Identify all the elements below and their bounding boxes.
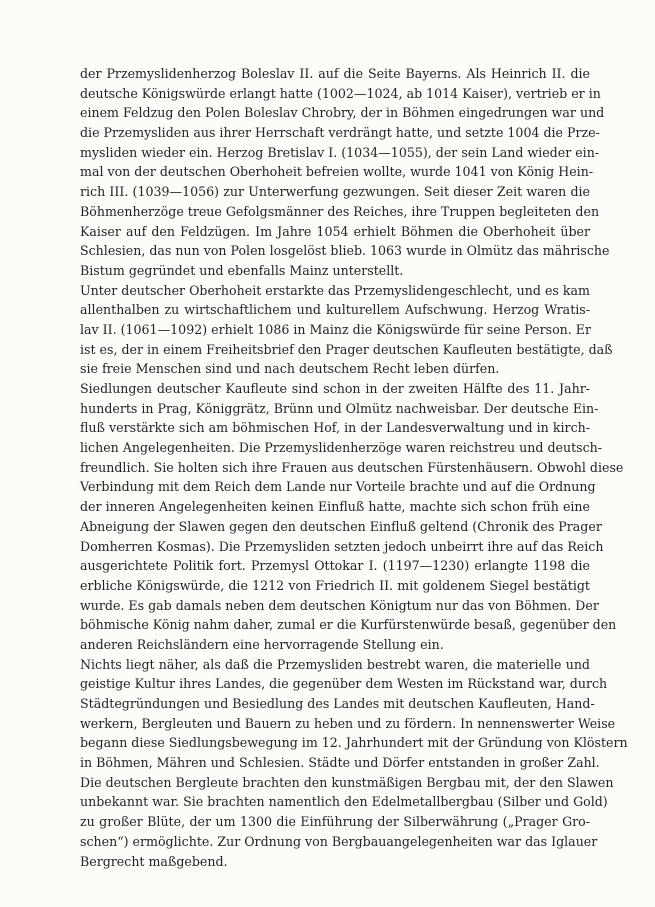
text-line: rich III. (1039—1056) zur Unterwerfung gezwungen. Seit dieser Zeit waren die	[80, 184, 590, 200]
text-line: Bergrecht maßgebend.	[80, 853, 228, 869]
text-line: unbekannt war. Sie brachten namentlich den Edelmetallbergbau (Silber und Gold)	[80, 794, 608, 810]
text-line: in Böhmen, Mähren und Schlesien. Städte und Dörfer entstanden in großer Zahl.	[80, 755, 600, 771]
text-line: Domherren Kosmas). Die Przemysliden setzten jedoch unbeirrt ihre auf das Reich	[80, 538, 604, 554]
text-line: der inneren Angelegenheiten keinen Einfluß hatte, machte sich schon früh eine	[80, 499, 590, 515]
text-line: anderen Reichsländern eine hervorragende Stellung ein.	[80, 636, 444, 652]
text-line: Unter deutscher Oberhoheit erstarkte das Przemyslidengeschlecht, und es kam	[80, 282, 590, 298]
text-line: werkern, Bergleuten und Bauern zu heben und zu fördern. In nennenswerter Weise	[80, 715, 616, 731]
text-line: ausgerichtete Politik fort. Przemysl Ottokar I. (1197—1230) erlangte 1198 die	[80, 558, 590, 574]
text-line: die Przemysliden aus ihrer Herrschaft verdrängt hatte, und setzte 1004 die Prze-	[80, 125, 600, 141]
text-line: fluß verstärkte sich am böhmischen Hof, in der Landesverwaltung und in kirch-	[80, 420, 590, 436]
text-line: zu großer Blüte, der um 1300 die Einführung der Silberwährung („Prager Gro-	[80, 814, 590, 830]
text-line: Abneigung der Slawen gegen den deutschen Einfluß geltend (Chronik des Prager	[80, 518, 602, 534]
text-line: mal von der deutschen Oberhoheit befreien wollte, wurde 1041 von König Hein-	[80, 164, 594, 180]
text-line: lav II. (1061—1092) erhielt 1086 in Mainz die Königswürde für seine Person. Er	[80, 321, 592, 337]
text-line: Siedlungen deutscher Kaufleute sind schon in der zweiten Hälfte des 11. Jahr-	[80, 381, 590, 396]
text-line: Verbindung mit dem Reich dem Lande nur Vorteile brachte und auf die Ordnung	[80, 479, 596, 495]
text-line: Städtegründungen und Besiedlung des Landes mit deutschen Kaufleuten, Hand-	[80, 696, 595, 711]
text-line: einem Feldzug den Polen Boleslav Chrobry, der in Böhmen eingedrungen war und	[80, 105, 605, 121]
text-line: ist es, der in einem Freiheitsbrief den Prager deutschen Kaufleuten bestätigte, daß	[80, 341, 613, 357]
text-line: schen“) ermöglichte. Zur Ordnung von Bergbauangelegenheiten war das Iglauer	[80, 833, 598, 849]
text-line: mysliden wieder ein. Herzog Bretislav I. (1034—1055), der sein Land wieder ein-	[80, 144, 600, 160]
paragraph-1	[80, 64, 610, 281]
paragraph-4	[80, 655, 628, 872]
text-line: lichen Angelegenheiten. Die Przemyslidenherzöge waren reichstreu und deutsch-	[80, 440, 603, 456]
text-line: begann diese Siedlungsbewegung im 12. Jahrhundert mit der Gründung von Klöstern	[80, 735, 628, 751]
text-line: allenthalben zu wirtschaftlichem und kulturellem Aufschwung. Herzog Wratis-	[80, 302, 590, 318]
text-line: böhmische König nahm daher, zumal er die Kurfürstenwürde besaß, gegenüber den	[80, 617, 617, 633]
text-line: erbliche Königswürde, die 1212 von Friedrich II. mit goldenem Siegel bestätigt	[80, 577, 590, 593]
text-line: Schlesien, das nun von Polen losgelöst blieb. 1063 wurde in Olmütz das mährische	[80, 243, 610, 259]
text-line: der Przemyslidenherzog Boleslav II. auf die Seite Bayerns. Als Heinrich II. die	[80, 66, 590, 81]
page-body	[80, 64, 628, 871]
text-line: Die deutschen Bergleute brachten den kunstmäßigen Bergbau mit, der den Slawen	[80, 774, 614, 790]
text-line: Kaiser auf den Feldzügen. Im Jahre 1054 erhielt Böhmen die Oberhoheit über	[80, 223, 590, 239]
text-line: Böhmenherzöge treue Gefolgsmänner des Reiches, ihre Truppen begleiteten den	[80, 203, 600, 219]
text-line: freundlich. Sie holten sich ihre Frauen aus deutschen Fürstenhäusern. Obwohl diese	[80, 459, 624, 475]
text-line: Bistum gegründet und ebenfalls Mainz unterstellt.	[80, 262, 404, 278]
text-line: hunderts in Prag, Königgrätz, Brünn und Olmütz nachweisbar. Der deutsche Ein-	[80, 400, 599, 416]
text-line: wurde. Es gab damals neben dem deutschen Königtum nur das von Böhmen. Der	[80, 597, 599, 613]
paragraph-3	[80, 379, 624, 655]
text-line: deutsche Königswürde erlangt hatte (1002—1024, ab 1014 Kaiser), vertrieb er in	[80, 85, 601, 101]
paragraph-2	[80, 281, 613, 379]
text-line: geistige Kultur ihres Landes, die gegenüber dem Westen im Rückstand war, durch	[80, 676, 608, 692]
text-line: Nichts liegt näher, als daß die Przemysliden bestrebt waren, die materielle und	[80, 656, 590, 672]
text-line: sie freie Menschen sind und nach deutschem Recht leben dürfen.	[80, 361, 500, 377]
